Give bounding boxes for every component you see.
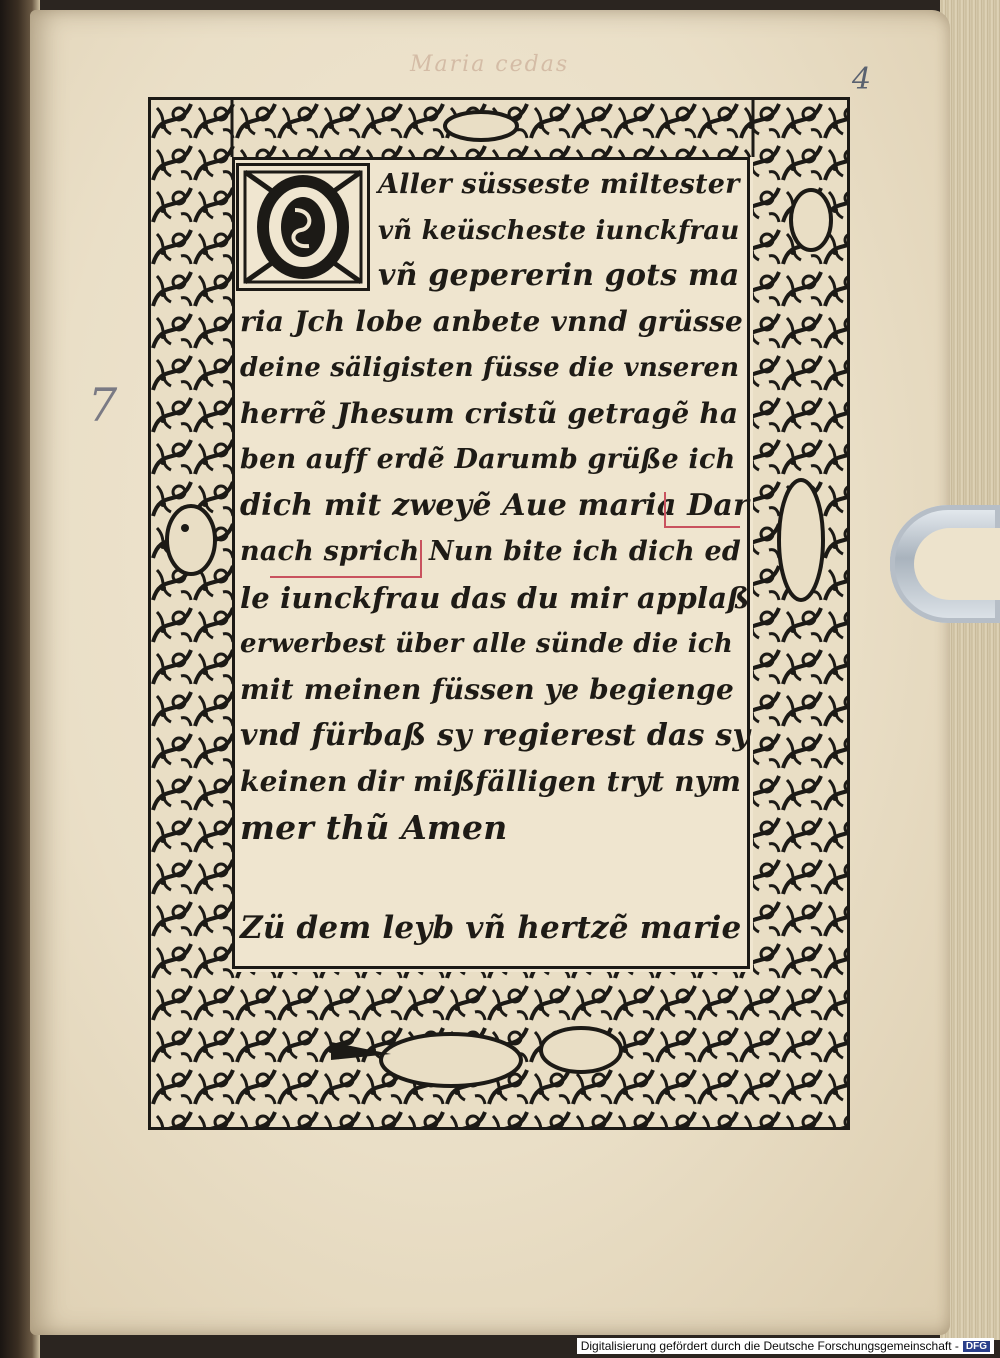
- text-line-7: ben auff erdẽ Darumb grüße ich: [240, 444, 736, 475]
- text-line-4: ria Jch lobe anbete vnnd grüsse: [240, 305, 744, 338]
- decorated-initial: [236, 163, 370, 291]
- margin-number: 7: [88, 378, 118, 432]
- text-line-13: vnd fürbaß sy regierest das sy: [240, 718, 751, 753]
- digitization-credit: [577, 1338, 994, 1354]
- text-line-10: le iunckfrau das du mir applaß: [240, 581, 750, 615]
- rubric-mark-2: [270, 540, 422, 578]
- text-line-2: vñ keüscheste iunckfrau: [378, 216, 740, 246]
- rubric-heading: Zü dem leyb vñ hertzẽ marie: [240, 910, 742, 946]
- text-line-8: dich mit zweyẽ Aue maria Dar: [240, 488, 749, 523]
- text-line-1: Aller süsseste miltester: [378, 169, 740, 200]
- rubric-mark-1: [664, 492, 740, 528]
- dfg-logo: DFG: [963, 1341, 990, 1352]
- page-clip-opening: [914, 528, 1000, 600]
- text-line-15: mer thũ Amen: [240, 808, 508, 847]
- text-line-9: nach sprich Nun bite ich dich ed: [240, 536, 741, 567]
- folio-number: 4: [852, 62, 872, 97]
- initial-o-icon: [239, 166, 367, 288]
- credit-text: Digitalisierung gefördert durch die Deutsche Forschungsgemeinschaft -: [580, 1339, 959, 1353]
- text-line-6: herrẽ Jhesum cristũ getragẽ ha: [240, 397, 739, 430]
- faint-inscription: Maria cedas: [410, 52, 570, 77]
- text-line-11: erwerbest über alle sünde die ich: [240, 629, 733, 659]
- text-line-12: mit meinen füssen ye begienge: [240, 673, 734, 706]
- text-line-5: deine säligisten füsse die vnseren: [240, 353, 740, 383]
- text-line-14: keinen dir mißfälligen tryt nym: [240, 765, 742, 798]
- text-line-3: vñ gepererin gots ma: [378, 258, 740, 293]
